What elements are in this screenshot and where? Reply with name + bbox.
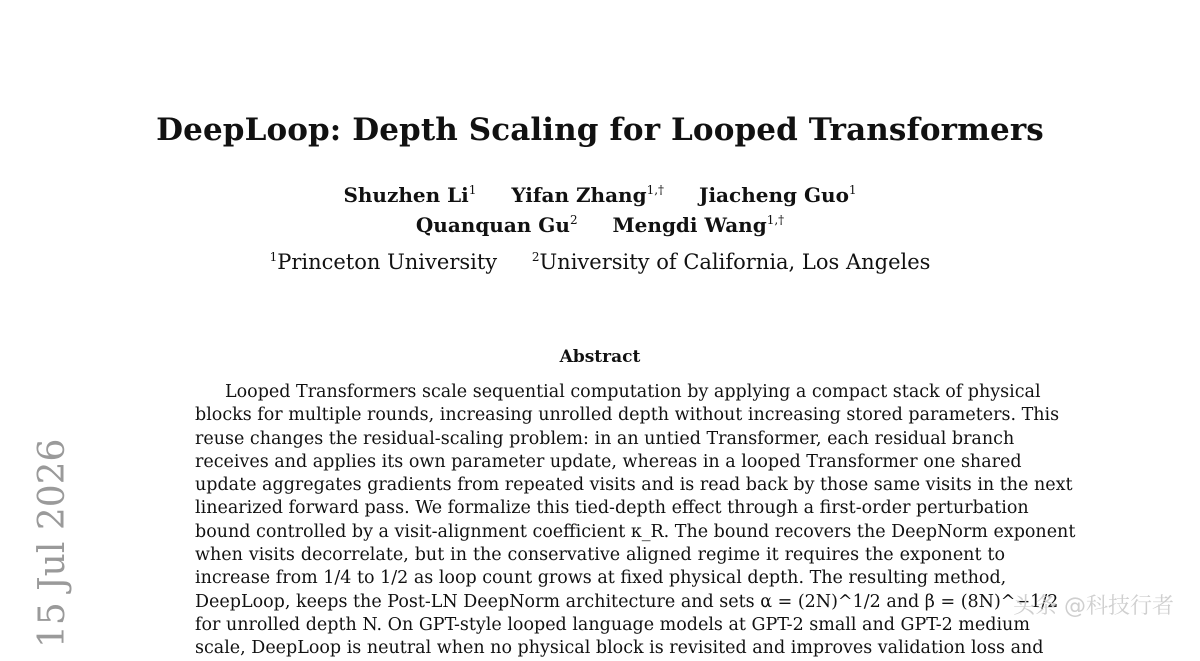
author-row-2 [0,213,1200,237]
abstract-line: blocks for multiple rounds, increasing unrolled depth without increasing stored parameters. This [195,405,1060,426]
arxiv-date-stamp: 15 Jul 2026 [32,438,73,648]
affiliations [0,250,1200,274]
abstract-line: scale, DeepLoop is neutral when no physical block is revisited and improves validation loss and [195,638,1044,659]
author: Shuzhen Li$^1$ [343,183,477,207]
abstract-line: reuse changes the residual-scaling problem: in an untied Transformer, each residual branch [195,428,1015,449]
author: Yifan Zhang$^{1,\dagger}$ [511,183,665,207]
author: Mengdi Wang$^{1,\dagger}$ [612,213,785,237]
abstract-line: receives and applies its own parameter update, whereas in a looped Transformer one shared [195,451,1022,472]
affiliation: $^2$University of California, Los Angeles [531,250,931,274]
author: Quanquan Gu$^2$ [415,213,578,237]
abstract-body [195,381,1076,661]
abstract-line: when visits decorrelate, but in the conservative aligned regime it requires the exponent to [195,545,1005,566]
author-row-1 [0,183,1200,207]
abstract-line: linearized forward pass. We formalize this tied-depth effect through a first-order perturbation [195,498,1029,519]
affiliation: $^1$Princeton University [269,250,498,274]
abstract-line: for unrolled depth N. On GPT-style looped language models at GPT-2 small and GPT-2 medium [195,614,1030,635]
abstract-line: bound controlled by a visit-alignment coefficient κ_R. The bound recovers the DeepNorm exponent [195,521,1076,542]
abstract-line: DeepLoop, keeps the Post-LN DeepNorm architecture and sets α = (2N)^1/2 and β = (8N)^−1/2 [195,591,1059,612]
abstract-line: increase from 1/4 to 1/2 as loop count grows at fixed physical depth. The resulting method, [195,568,1007,589]
abstract-line: update aggregates gradients from repeated visits and is read back by those same visits in the next [195,475,1073,496]
author: Jiacheng Guo$^1$ [699,183,857,207]
abstract-heading: Abstract [559,347,641,367]
watermark: 头条 @科技行者 [1013,594,1174,619]
abstract-line: Looped Transformers scale sequential computation by applying a compact stack of physical [225,382,1041,402]
paper-title: DeepLoop: Depth Scaling for Looped Transformers [156,112,1044,148]
